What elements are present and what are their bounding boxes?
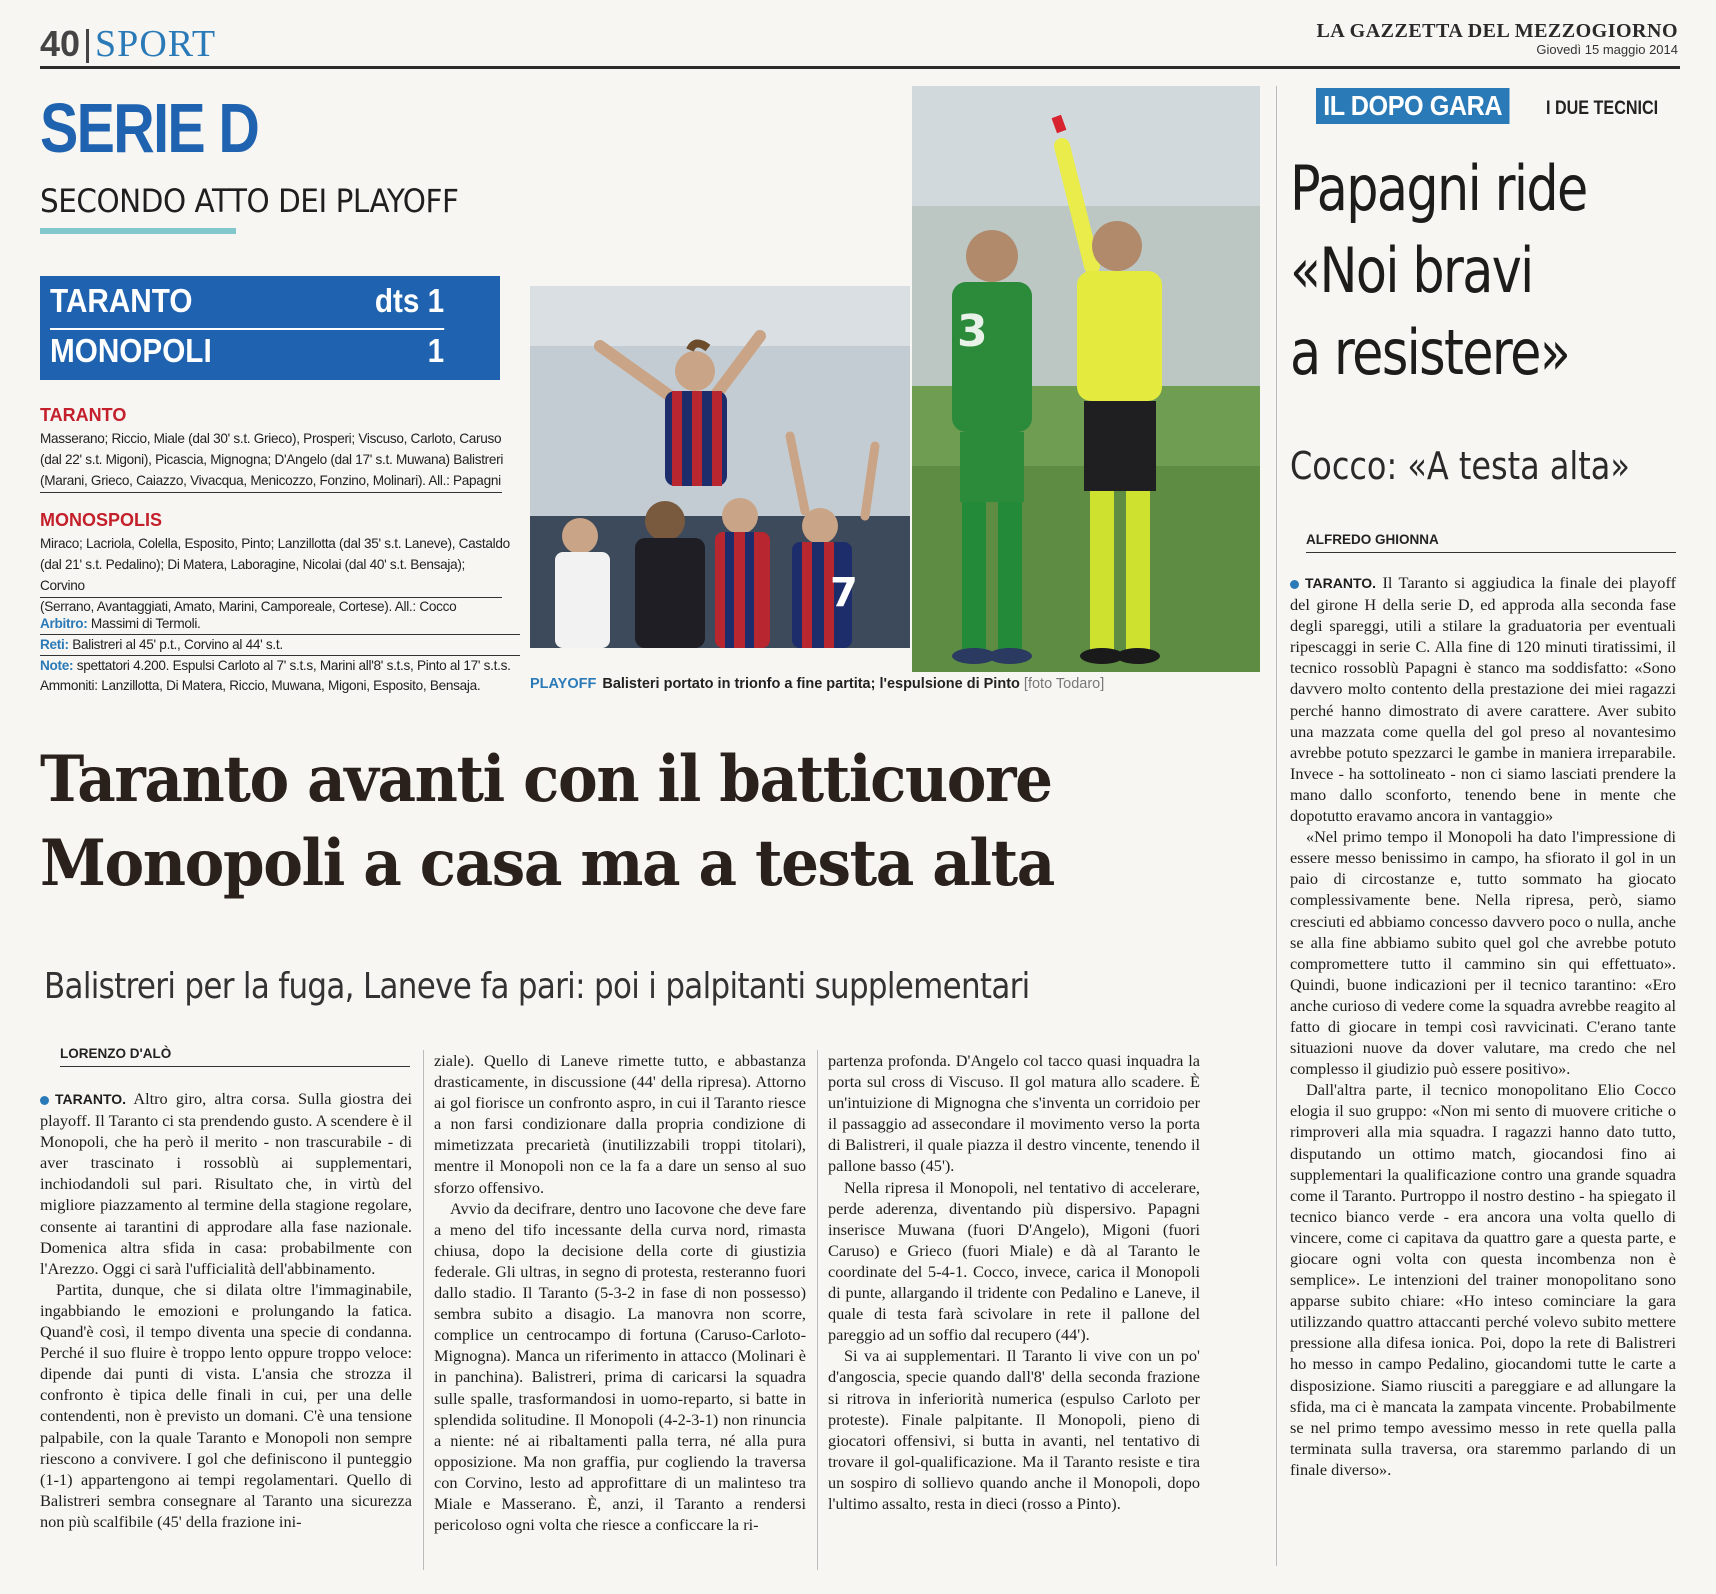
red-card-photo-illustration — [912, 86, 1260, 672]
red-card-photo — [912, 86, 1260, 672]
paragraph: Partita, dunque, che si dilata oltre l'immaginabile, ingabbiando le emozioni e prolungando la fatica. Quand'è così, il tempo diventa una specie di condanna. Perché il suo fluire è troppo lento oppure troppo veloce: dipende dai punti di vista. L'ansia che strozza il confronto è tipica delle finali in cui, per una delle contendenti, non è previsto un domani. C'è una tensione palpabile, con la quale Taranto e Monopoli non sempre riescono a convivere. I gol che definiscono il punteggio (1-1) appartengono ai tempi regolamentari. Quello di Balistreri sembra consegnare al Taranto una sicurezza non più scalfibile (45' della frazione ini- — [40, 1279, 412, 1531]
away-lineup — [40, 533, 510, 617]
booked-line: Ammoniti: Lanzillotta, Di Matera, Riccio, Muwana, Migoni, Esposito, Bensaja. — [40, 678, 481, 693]
side-column-divider — [1276, 86, 1277, 1566]
svg-text:3: 3 — [957, 306, 988, 357]
home-lineup — [40, 428, 510, 491]
column-divider — [423, 1050, 424, 1570]
issue-date: Giovedì 15 maggio 2014 — [1536, 42, 1678, 57]
paragraph-text: Altro giro, altra corsa. Sulla giostra dei playoff. Il Taranto ci sta prendendo gusto. A scendere è il Monopoli, che ha però il merito - non trascurabile - di aver trascinato i rossoblù ai supplementari, inchiodandoli sul pari. Risultato che, in virtù del migliore piazzamento al termine della stagione regolare, consente ai tarantini di approdare alla fase nazionale. Domenica altra sfida in casa: probabilmente con l'Arezzo. Oggi ci sarà l'ufficialità dell'abbinamento. — [40, 1089, 413, 1278]
side-headline-line-3: a resistere» — [1290, 316, 1570, 389]
photo-caption — [530, 676, 1104, 692]
bullet-dot — [1290, 580, 1299, 589]
paragraph — [40, 1088, 412, 1279]
section-name: SPORT — [95, 23, 217, 65]
away-lineup-title: MONOSPOLIS — [40, 510, 163, 530]
header-divider — [86, 29, 89, 63]
lineup-line: (Serrano, Avantaggiati, Amato, Marini, Camporeale, Cortese). All.: Cocco — [40, 599, 457, 614]
main-column-3 — [828, 1050, 1200, 1514]
paragraph — [1290, 572, 1676, 826]
newspaper-name: LA GAZZETTA DEL MEZZOGIORNO — [1316, 20, 1678, 42]
headline-line-2: Monopoli a casa ma a testa alta — [40, 826, 1054, 901]
scoreboard — [40, 276, 500, 380]
home-team: TARANTO — [50, 282, 193, 319]
away-score: 1 — [427, 332, 445, 369]
celebration-photo — [530, 286, 910, 648]
lineup-line: Masserano; Riccio, Miale (dal 30' s.t. Grieco), Prosperi; Viscuso, Carloto, Caruso — [40, 431, 502, 446]
paragraph: Nella ripresa il Monopoli, nel tentativo di accelerare, perde aderenza, diventando più dispersivo. Papagni inserisce Muwana (fuori D'Angelo), Migoni (fuori Caruso) e Grieco (fuori Miale) e dà al Taranto le coordinate del 5-4-1. Cocco, invece, carica il Monopoli di punte, allargando il tridente con Pedalino e Laneve, il quale di testa farà scivolare in rete il pallone del pareggio ad un soffio dal recupero (44'). — [828, 1177, 1200, 1345]
side-subhead: Cocco: «A testa alta» — [1290, 444, 1630, 488]
side-headline-line-1: Papagni ride — [1290, 152, 1587, 225]
side-byline-box — [1306, 532, 1676, 553]
page-header-left — [40, 22, 216, 66]
subtitle-underline — [40, 228, 236, 234]
page-number: 40 — [40, 23, 81, 64]
league-subtitle: SECONDO ATTO DEI PLAYOFF — [40, 182, 459, 220]
side-kicker-sub: I DUE TECNICI — [1546, 98, 1659, 119]
main-byline-box — [60, 1046, 410, 1067]
paragraph: Avvio da decifrare, dentro uno Iacovone che deve fare a meno del tifo incessante della curva nord, rimasta chiusa, dopo la decisione della corte di giustizia federale. Gli ultras, in segno di protesta, resteranno fuori dallo stadio. Il Taranto (5-3-2 in fase di non possesso) sembra subito a disagio. La manovra non scorre, complice un centrocampo di fortuna (Caruso-Carloto-Mignogna). Manca un riferimento in attacco (Molinari è in panchina). Balistreri, prima di caricarsi la squadra sulle spalle, trasformandosi in uomo-reparto, si batte in splendida solitudine. Il Monopoli (4-2-3-1) non rinuncia a niente: né ai ribaltamenti palla terra, né alla pura opposizione. Ma non graffia, pur cogliendo la traversa con Corvino, lesto ad approfittare di un malinteso tra Miale e Masserano. È, anzi, il Taranto a rendersi pericoloso ogni volta che riesce a conficcare la ri- — [434, 1198, 806, 1535]
svg-text:7: 7 — [830, 570, 858, 616]
bullet-dot — [40, 1096, 49, 1105]
dateline: TARANTO. — [55, 1091, 127, 1107]
paragraph: Dall'altra parte, il tecnico monopolitano Elio Cocco elogia il suo gruppo: «Non mi sento di muovere critiche o rimproveri alla mia squadra. I ragazzi hanno dato tutto, disputando un ottimo match, giocandosi fino ai supplementari la qualificazione contro una grande squadra come il Taranto. Purtroppo il nostro destino - ha spiegato il tecnico bianco verde - era ancora una volta quello di vincere, come ci capitava da quattro gare a questa parte, e giocare ogni volta con questa incombenza non è semplice». Le intenzioni del trainer monopolitano sono apparse subito chiare: «Ho inteso cominciare la gara utilizzando quattro attaccanti perché volevo subito mettere pressione alla difesa ionica. Poi, dopo la rete di Balistreri ho messo in campo Pedalino, giocandomi tutte le carte a disposizione. Siamo riusciti a pareggiare e ad allungare la sfida, ma ci è mancata la zampata vincente. Probabilmente se nel primo tempo avessimo messo in rete quella palla terminata sulla traversa, ora staremmo parlando di un finale diverso». — [1290, 1080, 1676, 1479]
lineup-line: Miraco; Lacriola, Colella, Esposito, Pinto; Lanzillotta (dal 35' s.t. Laneve), Castaldo — [40, 536, 510, 551]
scoreboard-away-row — [50, 332, 444, 378]
photo-credit: [foto Todaro] — [1023, 676, 1105, 692]
byline-rule — [1306, 552, 1676, 553]
paragraph-text: Il Taranto si aggiudica la finale dei playoff del girone H della serie D, ed approda alla seconda fase degli spareggi, utili a stilare la graduatoria per eventuali ripescaggi in serie C. Alla fine di 120 minuti tiratissimi, il tecnico rossoblù Papagni è stanco ma soddisfatto: «Sono davvero molto contento della prestazione dei miei ragazzi perché hanno dimostrato di avere carattere. Aver subito una mazzata come quella del gol preso al novantesimo avrebbe potuto spezzarci le gambe in maniera irreparabile. Invece - ha sottolineato - non ci siamo lasciati prendere la mano dallo sconforto, tenendo bene in mente che dopotutto eravamo ancora in vantaggio» — [1290, 573, 1676, 826]
main-column-2 — [434, 1050, 806, 1535]
scoreboard-home-row — [50, 282, 444, 330]
lineup-line: (dal 21' s.t. Pedalino); Di Matera, Laboragine, Nicolai (dal 40' s.t. Bensaja); Corvino — [40, 557, 466, 593]
goals-label: Reti: — [40, 637, 69, 652]
column-divider — [817, 1050, 818, 1570]
match-info — [40, 614, 520, 696]
side-byline: ALFREDO GHIONNA — [1306, 532, 1439, 547]
notes-line — [40, 655, 520, 676]
home-score: dts 1 — [374, 282, 445, 319]
side-dateline: TARANTO. — [1305, 575, 1377, 591]
notes: spettatori 4.200. Espulsi Carloto al 7' s.t.s, Marini all'8' s.t.s, Pinto al 17' s.t.s. — [76, 658, 511, 673]
main-byline: LORENZO D'ALÒ — [60, 1046, 172, 1061]
goals: Balistreri al 45' p.t., Corvino al 44' s.t. — [72, 637, 283, 652]
main-headline — [40, 738, 1054, 906]
main-column-1 — [40, 1088, 412, 1532]
home-lineup-title: TARANTO — [40, 405, 127, 425]
away-team: MONOPOLI — [50, 332, 212, 369]
paragraph: partenza profonda. D'Angelo col tacco quasi inquadra la porta sul cross di Viscuso. Il gol matura allo scadere. È un'intuizione di Mignogna che s'inventa un corridoio per il passaggio ad assecondare il movimento verso la porta di Balistreri, il quale piazza il destro vincente, tenendo il pallone basso (45'). — [828, 1051, 1200, 1176]
side-headline-line-2: «Noi bravi — [1290, 234, 1533, 307]
caption-kicker: PLAYOFF — [530, 676, 597, 692]
paragraph: Si va ai supplementari. Il Taranto li vive con un po' d'angoscia, specie quando dall'8' della seconda frazione si ritrova in inferiorità numerica (espulso Carloto per proteste). Finale palpitante. Il Monopoli, pieno di giocatori offensivi, si butta in avanti, nel tentativo di trovare il gol-qualificazione. Ma il Taranto resiste e tira un sospiro di sollievo quando anche il Monopoli, dopo l'ultimo assalto, resta in dieci (rosso a Pinto). — [828, 1346, 1200, 1513]
byline-rule — [60, 1066, 410, 1067]
goals-line — [40, 634, 520, 655]
paragraph: ziale). Quello di Laneve rimette tutto, e abbastanza drasticamente, in discussione (44' della ripresa). Attorno ai gol fiorisce un confronto aspro, in cui il Taranto riesce a non farsi condizionare dalla propria condizione di mimetizzata precarietà (inutilizzabili troppi titolari), mentre il Monopoli non ce la fa a dare un senso al suo sforzo offensivo. — [434, 1051, 806, 1197]
main-deck: Balistreri per la fuga, Laneve fa pari: poi i palpitanti supplementari — [44, 966, 1030, 1007]
headline-line-1: Taranto avanti con il batticuore — [40, 742, 1052, 817]
side-article-body — [1290, 572, 1676, 1480]
lineup-line: (Marani, Grieco, Caiazzo, Vivacqua, Menicozzo, Fonzino, Molinari). All.: Papagni — [40, 473, 501, 488]
referee: Massimi di Termoli. — [90, 616, 201, 631]
side-headline — [1290, 148, 1587, 394]
caption-text: Balisteri portato in trionfo a fine partita; l'espulsione di Pinto — [602, 676, 1020, 692]
lineup-line: (dal 22' s.t. Migoni), Picascia, Mignogna; D'Angelo (dal 17' s.t. Muwana) Balistreri — [40, 452, 504, 467]
league-title: SERIE D — [40, 89, 259, 167]
celebration-photo-illustration — [530, 286, 910, 648]
lineup-divider — [40, 492, 502, 493]
notes-label: Note: — [40, 658, 74, 673]
side-kicker: IL DOPO GARA — [1316, 88, 1509, 124]
lineup-divider — [40, 597, 502, 598]
referee-line — [40, 614, 520, 634]
referee-label: Arbitro: — [40, 616, 88, 631]
paragraph: «Nel primo tempo il Monopoli ha dato l'impressione di essere messo benissimo in campo, ha sfiorato il gol in un paio di circostanze e, tutto sommato ha giocato complessivamente bene. Nella ripresa, però, siamo cresciuti ed abbiamo concesso davvero poco o nulla, anche se alla fine abbiamo subito quel gol che avrebbe potuto compromettere tutto il cammino sin qui effettuato». Quindi, buone indicazioni per il tecnico tarantino: «Ero anche curioso di vedere come la squadra avrebbe reagito al fatto di giocare in tempi così ravvicinati. C'erano tante situazioni nuove da dover valutare, ma credo che nel complesso il giudizio può essere positivo». — [1290, 827, 1676, 1079]
